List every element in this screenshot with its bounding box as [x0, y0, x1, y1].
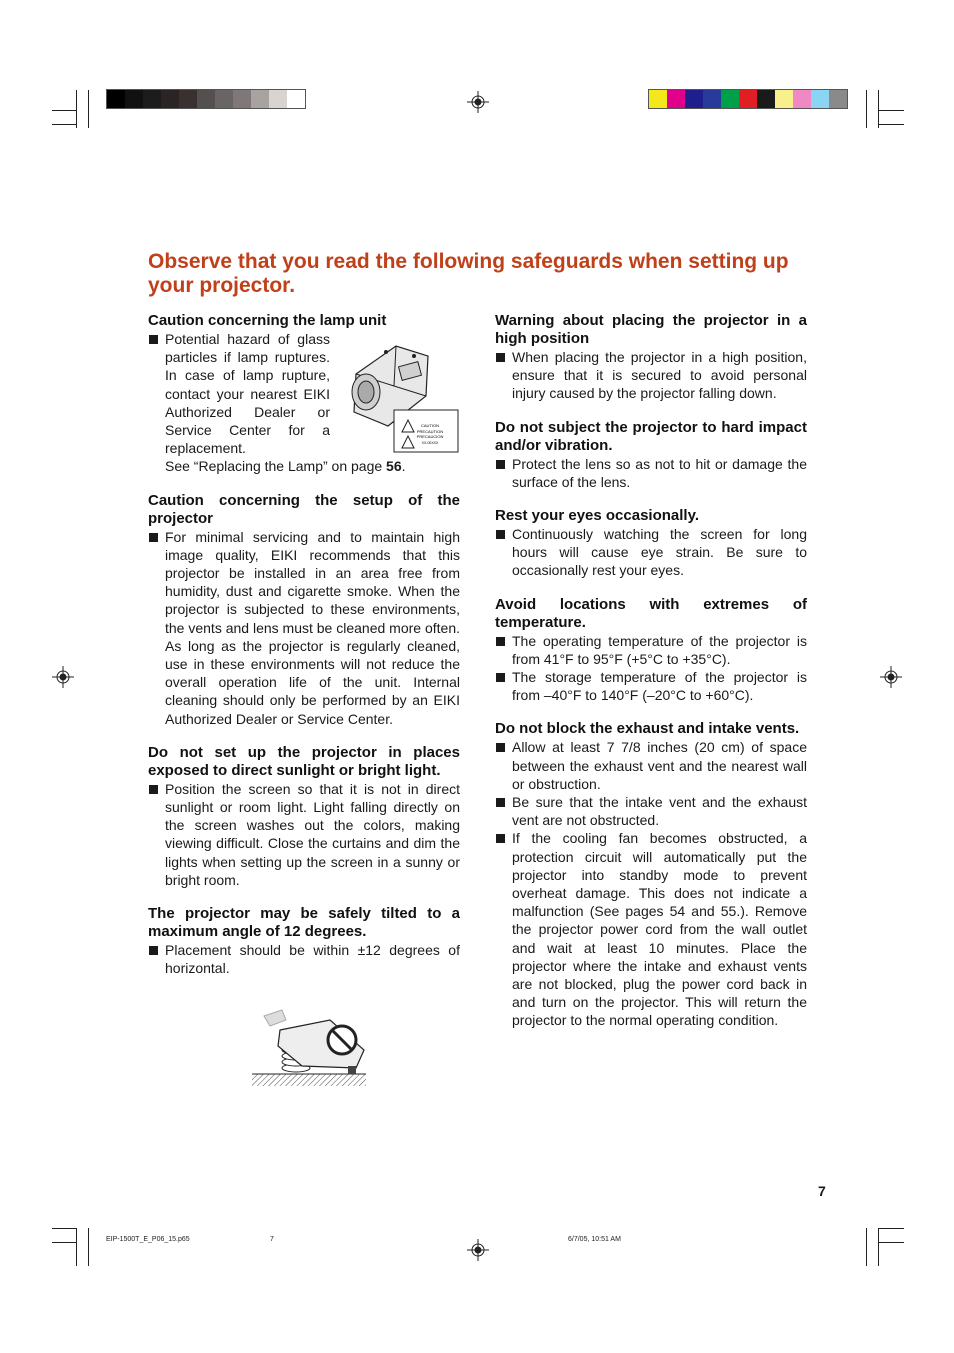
footer-date: 6/7/05, 10:51 AM	[568, 1236, 621, 1243]
color-swatch	[197, 90, 215, 108]
bullet-item: Potential hazard of glass particles if lamp ruptures. In case of lamp rupture, contact your nearest EIKI Authorized Dealer or Service Center for a replacement.	[148, 330, 330, 457]
page-reference: 56	[386, 458, 402, 475]
color-swatch	[143, 90, 161, 108]
crop-mark	[878, 124, 904, 125]
color-swatch	[793, 90, 811, 108]
bullet-item: Placement should be within ±12 degrees of horizontal.	[148, 941, 460, 977]
registration-mark-icon	[467, 91, 489, 113]
section-heading: Do not subject the projector to hard impact and/or vibration.	[495, 418, 807, 454]
color-swatch	[721, 90, 739, 108]
crop-mark	[52, 1228, 76, 1229]
section-vents	[495, 720, 807, 1029]
crop-mark	[878, 1228, 904, 1229]
color-swatch	[811, 90, 829, 108]
crop-mark	[52, 1242, 76, 1243]
bullet-item: For minimal servicing and to maintain high image quality, EIKI recommends that this projector be installed in an area free from humidity, dust and cigarette smoke. When the projector is subjected to these environments, the vents and lens must be cleaned more often. As long as the projector is regularly cleaned, use in these environments will not reduce the overall operation life of the unit. Internal cleaning should only be performed by an EIKI Authorized Dealer or Service Center.	[148, 528, 460, 728]
crop-mark	[866, 1228, 867, 1266]
grayscale-bar	[106, 89, 306, 109]
color-swatch	[215, 90, 233, 108]
tilt-illustration	[252, 1006, 368, 1088]
bullet-item: Be sure that the intake vent and the exhaust vent are not obstructed.	[495, 793, 807, 829]
section-heading: The projector may be safely tilted to a maximum angle of 12 degrees.	[148, 905, 460, 941]
crop-mark	[878, 1228, 879, 1266]
lamp-label-text: PRECAUCION	[416, 434, 444, 439]
section-high-position	[495, 312, 807, 403]
lamp-label-text: XX-00XXX	[421, 441, 439, 445]
section-impact	[495, 419, 807, 491]
color-swatch	[269, 90, 287, 108]
color-swatch	[179, 90, 197, 108]
color-swatch	[775, 90, 793, 108]
crop-mark	[878, 110, 904, 111]
crop-mark	[88, 1228, 89, 1266]
color-bar	[648, 89, 848, 109]
bullet-item: Position the screen so that it is not in direct sunlight or room light. Light falling directly on the screen washes out the colors, making viewing difficult. Close the curtains and dim the lights when setting up the screen in a sunny or bright room.	[148, 780, 460, 889]
section-heading: Warning about placing the projector in a high position	[495, 312, 807, 347]
page-title: Observe that you read the following safeguards when setting up your projector.	[148, 250, 789, 297]
right-column	[495, 312, 807, 1046]
color-swatch	[703, 90, 721, 108]
bullet-item: Continuously watching the screen for long hours will cause eye strain. Be sure to occasionally rest your eyes.	[495, 525, 807, 580]
color-swatch	[233, 90, 251, 108]
color-swatch	[161, 90, 179, 108]
section-sunlight	[148, 744, 460, 889]
bullet-item: Allow at least 7 7/8 inches (20 cm) of space between the exhaust vent and the nearest wall or obstruction.	[495, 738, 807, 793]
color-swatch	[739, 90, 757, 108]
lamp-label-text: PRECAUTION	[416, 429, 444, 434]
section-heading: Do not block the exhaust and intake vents.	[495, 720, 800, 738]
crop-mark	[866, 90, 867, 128]
color-swatch	[757, 90, 775, 108]
section-heading: Caution concerning the lamp unit	[148, 312, 387, 329]
crop-mark	[878, 90, 879, 128]
color-swatch	[107, 90, 125, 108]
section-heading: Do not set up the projector in places exposed to direct sunlight or bright light.	[148, 743, 460, 779]
color-swatch	[829, 90, 847, 108]
color-swatch	[667, 90, 685, 108]
see-reference: See “Replacing the Lamp” on page 56.	[165, 458, 406, 475]
registration-mark-icon	[52, 666, 74, 688]
page-number: 7	[818, 1183, 826, 1199]
crop-mark	[76, 90, 77, 128]
bullet-item: If the cooling fan becomes obstructed, a protection circuit will automatically put the projector into standby mode to prevent overheat damage. This does not indicate a malfunction (See pages 54 and 55.). Remove the projector power cord from the wall outlet and wait at least 10 minutes. Place the projector where the intake and exhaust vents are not blocked, plug the power cord back in and turn on the projector. This will return the projector to the normal operating condition.	[495, 829, 807, 1029]
lamp-unit-illustration	[336, 334, 460, 454]
bullet-item: When placing the projector in a high position, ensure that it is secured to avoid personal injury caused by the projector falling down.	[495, 348, 807, 403]
color-swatch	[251, 90, 269, 108]
color-swatch	[125, 90, 143, 108]
color-swatch	[685, 90, 703, 108]
bullet-item: The operating temperature of the projector is from 41°F to 95°F (+5°C to +35°C).	[495, 632, 807, 668]
section-setup	[148, 492, 460, 728]
section-heading: Caution concerning the setup of the projector	[148, 491, 460, 527]
bullet-item: Protect the lens so as not to hit or damage the surface of the lens.	[495, 455, 807, 491]
section-temperature	[495, 596, 807, 705]
footer-filename: EIP-1500T_E_P06_15.p65	[106, 1236, 190, 1243]
section-tilt	[148, 905, 460, 977]
lamp-label-text: CAUTION	[421, 423, 439, 428]
crop-mark	[52, 124, 76, 125]
registration-mark-icon	[880, 666, 902, 688]
footer-page: 7	[270, 1236, 274, 1243]
color-swatch	[287, 90, 305, 108]
registration-mark-icon	[467, 1239, 489, 1261]
color-swatch	[649, 90, 667, 108]
section-heading: Rest your eyes occasionally.	[495, 507, 699, 525]
crop-mark	[88, 90, 89, 128]
section-eyes	[495, 507, 807, 580]
bullet-item: The storage temperature of the projector is from –40°F to 140°F (–20°C to +60°C).	[495, 668, 807, 704]
crop-mark	[878, 1242, 904, 1243]
crop-mark	[52, 110, 76, 111]
section-heading: Avoid locations with extremes of temperature.	[495, 595, 807, 631]
crop-mark	[76, 1228, 77, 1266]
